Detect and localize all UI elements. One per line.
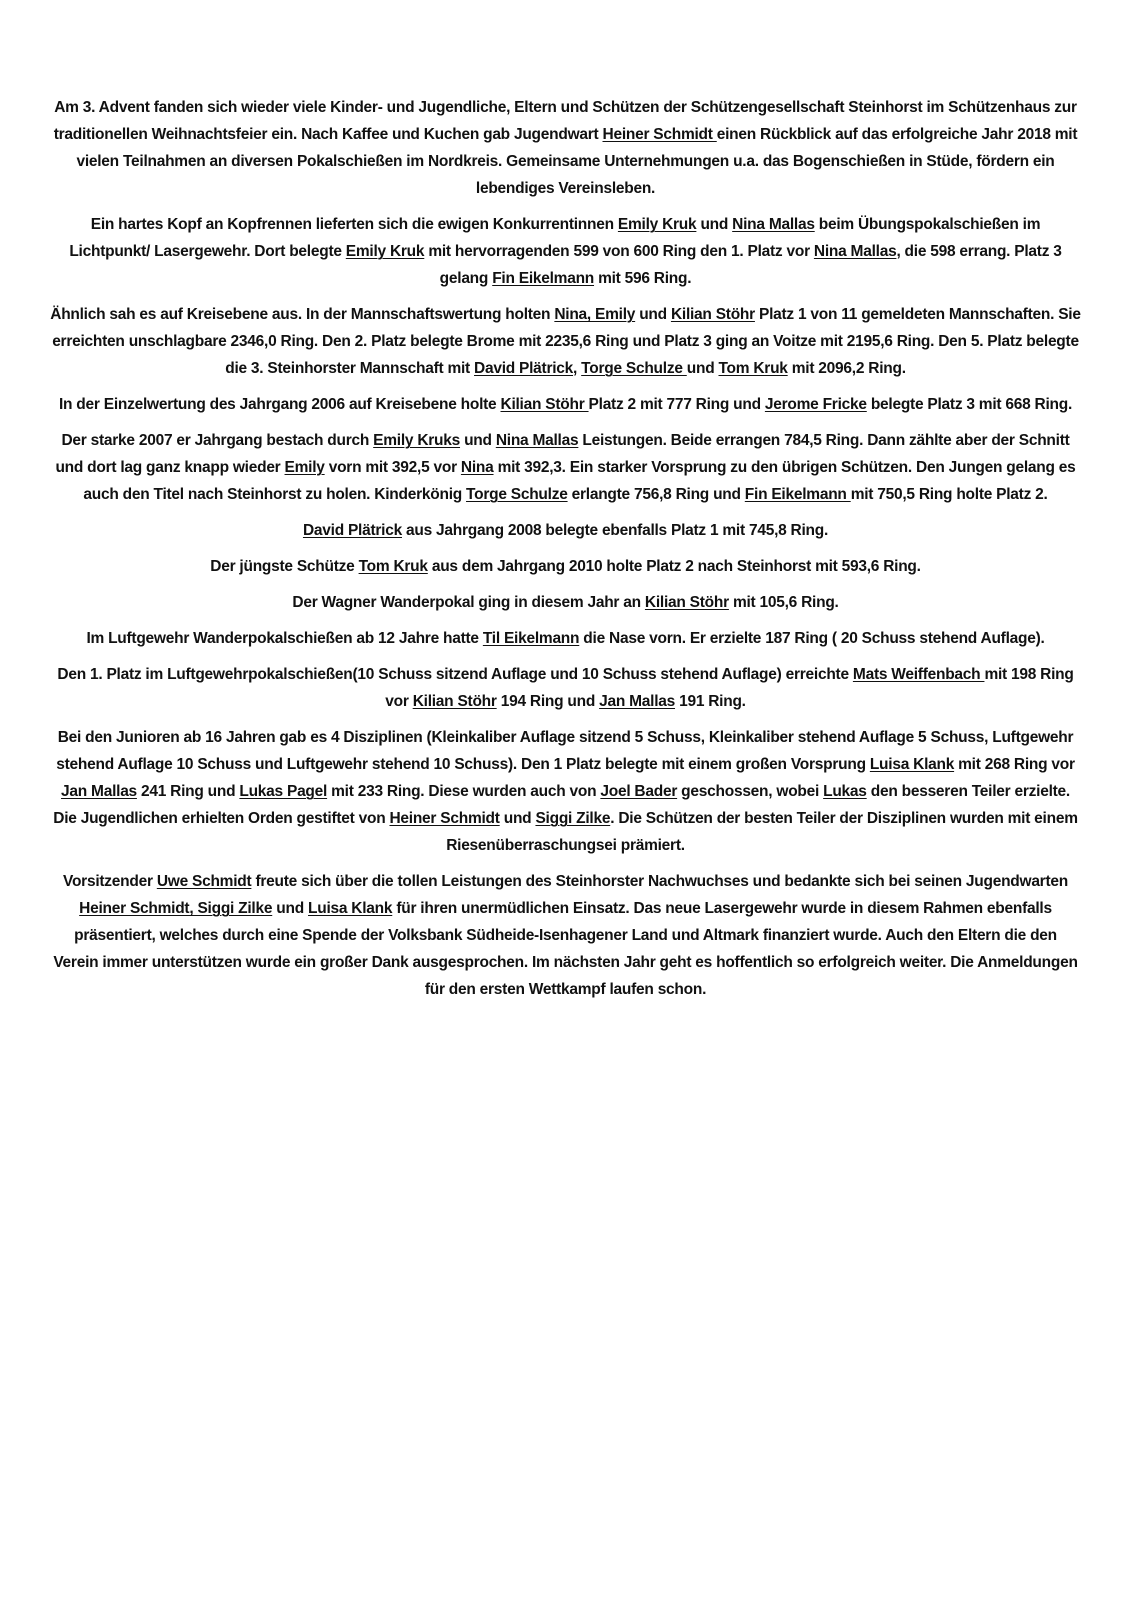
underlined-name: Joel Bader [600, 783, 678, 800]
underlined-name: Heiner Schmidt [602, 126, 717, 143]
paragraph-jahrgang-2006 [50, 391, 1081, 418]
text-run: Ähnlich sah es auf Kreisebene aus. In der Mannschaftswertung holten [50, 306, 555, 323]
text-run: mit 233 Ring. Diese wurden auch von [327, 783, 601, 800]
underlined-name: Fin Eikelmann [492, 270, 595, 287]
paragraph-jahrgang-2010 [50, 553, 1081, 580]
underlined-name: Nina Mallas [495, 432, 579, 449]
text-run: mit 392,3. Ein starker Vorsprung zu den übrigen Schützen. Den Jungen gelang es auch den Titel nach Steinhorst zu holen. Kinderkönig [83, 459, 1076, 503]
paragraph-junioren [50, 724, 1081, 859]
text-run: und [696, 216, 733, 233]
underlined-name: David Plätrick [474, 360, 574, 377]
underlined-name: Tom Kruk [718, 360, 788, 377]
text-run: einen Rückblick auf das erfolgreiche Jahr 2018 mit vielen Teilnahmen an diversen Pokalschießen im Nordkreis. Gemeinsame Unternehmungen u.a. das Bogenschießen in Stüde, fördern ein lebendiges Vereinsleben. [76, 126, 1078, 197]
text-run: mit 750,5 Ring holte Platz 2. [850, 486, 1048, 503]
paragraph-luftgewehrpokal [50, 661, 1081, 715]
underlined-name: Siggi Zilke [535, 810, 611, 827]
underlined-name: Lukas Pagel [239, 783, 328, 800]
text-run: aus Jahrgang 2008 belegte ebenfalls Platz 1 mit 745,8 Ring. [401, 522, 829, 539]
text-run: freute sich über die tollen Leistungen des Steinhorster Nachwuchses und bedankte sich bei seinen Jugendwarten [251, 873, 1068, 890]
text-run: mit 2096,2 Ring. [787, 360, 906, 377]
text-run: mit 596 Ring. [594, 270, 692, 287]
text-run: Der jüngste Schütze [210, 558, 359, 575]
text-run: mit 268 Ring vor [954, 756, 1075, 773]
text-run: und [499, 810, 536, 827]
text-run: mit 105,6 Ring. [728, 594, 839, 611]
paragraph-wagner-wanderpokal [50, 589, 1081, 616]
text-run: und [686, 360, 719, 377]
text-run: beim Übungspokalschießen im Lichtpunkt/ Lasergewehr. Dort belegte [69, 216, 1041, 260]
text-run: und [635, 306, 671, 323]
text-run: und [460, 432, 496, 449]
underlined-name: Jan Mallas [599, 693, 676, 710]
text-run: Vorsitzender [63, 873, 157, 890]
paragraph-luftgewehr-wanderpokal [50, 625, 1081, 652]
paragraph-jahrgang-2007 [50, 427, 1081, 508]
underlined-name: Jerome Fricke [764, 396, 867, 413]
text-run: vorn mit 392,5 vor [324, 459, 461, 476]
underlined-name: Nina [460, 459, 494, 476]
text-run: Ein hartes Kopf an Kopfrennen lieferten sich die ewigen Konkurrentinnen [90, 216, 618, 233]
underlined-name: Luisa Klank [869, 756, 955, 773]
underlined-name: Nina, Emily [554, 306, 636, 323]
underlined-name: Emily Kruk [345, 243, 425, 260]
underlined-name: Torge Schulze [581, 360, 687, 377]
text-run: geschossen, wobei [677, 783, 824, 800]
text-run: . Die Schützen der besten Teiler der Disziplinen wurden mit einem Riesenüberraschungsei prämiert. [446, 810, 1078, 854]
paragraph-jahrgang-2008 [50, 517, 1081, 544]
text-run: für ihren unermüdlichen Einsatz. Das neue Lasergewehr wurde in diesem Rahmen ebenfalls präsentiert, welches durch eine Spende der Volksbank Südheide-Isenhagener Land und Altmark finanziert wurde. Auch den Eltern die den Verein immer unterstützen wurde ein großer Dank ausgesprochen. Im nächsten Jahr geht es hoffentlich so erfolgreich weiter. Die Anmeldungen für den ersten Wettkampf laufen schon. [53, 900, 1078, 998]
text-run: , die 598 errang. Platz 3 gelang [439, 243, 1062, 287]
document-page [50, 94, 1081, 1012]
text-run: 191 Ring. [675, 693, 746, 710]
text-run: Platz 1 von 11 gemeldeten Mannschaften. Sie erreichten unschlagbare 2346,0 Ring. Den 2. Platz belegte Brome mit 2235,6 Ring und Platz 3 ging an Voitze mit 2195,6 Ring. Den 5. Platz belegte die 3. Steinhorster Mannschaft mit [52, 306, 1081, 377]
text-run: mit 198 Ring vor [385, 666, 1074, 710]
text-run: die Nase vorn. Er erzielte 187 Ring ( 20 Schuss stehend Auflage). [579, 630, 1045, 647]
text-run: den besseren Teiler erzielte. Die Jugendlichen erhielten Orden gestiftet von [53, 783, 1070, 827]
underlined-name: Emily Kruks [373, 432, 461, 449]
text-run: Platz 2 mit 777 Ring und [588, 396, 765, 413]
underlined-name: Kilian Stöhr [644, 594, 729, 611]
underlined-name: Jan Mallas [61, 783, 137, 800]
underlined-name: Nina Mallas [813, 243, 897, 260]
text-run: aus dem Jahrgang 2010 holte Platz 2 nach Steinhorst mit 593,6 Ring. [427, 558, 921, 575]
underlined-name: Mats Weiffenbach [852, 666, 985, 683]
text-run: 194 Ring und [496, 693, 600, 710]
text-run: , [573, 360, 582, 377]
paragraph-weihnachtsfeier [50, 94, 1081, 202]
underlined-name: Luisa Klank [308, 900, 393, 917]
underlined-name: Nina Mallas [732, 216, 815, 233]
underlined-name: Til Eikelmann [482, 630, 580, 647]
text-run: Den 1. Platz im Luftgewehrpokalschießen(10 Schuss sitzend Auflage und 10 Schuss stehend Auflage) erreichte [57, 666, 853, 683]
text-run: Im Luftgewehr Wanderpokalschießen ab 12 Jahre hatte [86, 630, 483, 647]
underlined-name: Emily [284, 459, 325, 476]
underlined-name: Kilian Stöhr [670, 306, 755, 323]
underlined-name: Lukas [823, 783, 867, 800]
paragraph-vorsitzender [50, 868, 1081, 1003]
text-run: Leistungen. Beide errangen 784,5 Ring. Dann zählte aber der Schnitt und dort lag ganz knapp wieder [55, 432, 1070, 476]
text-run: Der starke 2007 er Jahrgang bestach durch [61, 432, 374, 449]
text-run: 241 Ring und [136, 783, 240, 800]
text-run: mit hervorragenden 599 von 600 Ring den 1. Platz vor [424, 243, 814, 260]
text-run: erlangte 756,8 Ring und [567, 486, 745, 503]
paragraph-lichtpunkt [50, 211, 1081, 292]
underlined-name: Torge Schulze [466, 486, 568, 503]
underlined-name: Kilian Stöhr [500, 396, 589, 413]
underlined-name: Uwe Schmidt [156, 873, 252, 890]
underlined-name: Heiner Schmidt [389, 810, 500, 827]
underlined-name: Tom Kruk [358, 558, 428, 575]
underlined-name: Emily Kruk [617, 216, 697, 233]
text-run: belegte Platz 3 mit 668 Ring. [866, 396, 1073, 413]
paragraph-kreisebene [50, 301, 1081, 382]
text-run: Bei den Junioren ab 16 Jahren gab es 4 Disziplinen (Kleinkaliber Auflage sitzend 5 Schuss, Kleinkaliber stehend Auflage 5 Schuss, Luftgewehr stehend Auflage 10 Schuss und Luftgewehr stehend 10 Schuss). Den 1 Platz belegte mit einem großen Vorsprung [56, 729, 1074, 773]
text-run: Am 3. Advent fanden sich wieder viele Kinder- und Jugendliche, Eltern und Schützen der Schützengesellschaft Steinhorst im Schützenhaus zur traditionellen Weihnachtsfeier ein. Nach Kaffee und Kuchen gab Jugendwart [53, 99, 1077, 143]
underlined-name: Fin Eikelmann [744, 486, 851, 503]
text-run: Der Wagner Wanderpokal ging in diesem Jahr an [292, 594, 645, 611]
text-run: In der Einzelwertung des Jahrgang 2006 auf Kreisebene holte [58, 396, 501, 413]
underlined-name: Heiner Schmidt, Siggi Zilke [79, 900, 273, 917]
underlined-name: David Plätrick [302, 522, 402, 539]
text-run: und [272, 900, 309, 917]
underlined-name: Kilian Stöhr [412, 693, 497, 710]
